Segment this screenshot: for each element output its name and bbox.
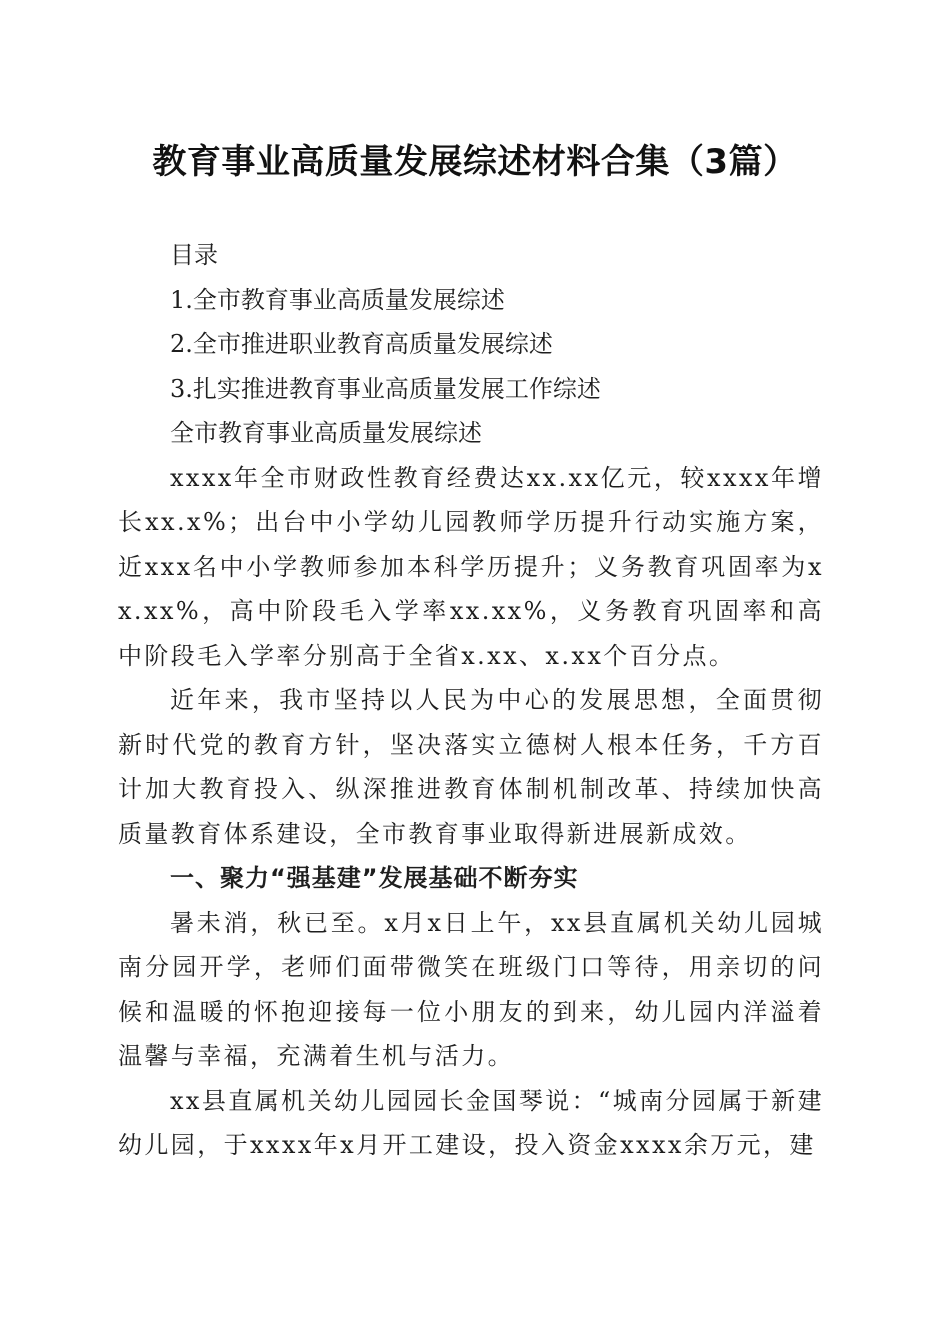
toc-label: 目录 — [170, 241, 218, 269]
document-body — [118, 233, 824, 1168]
document-title: 教育事业高质量发展综述材料合集（3篇） — [152, 142, 798, 182]
paragraph-principal-quote: xx县直属机关幼儿园园长金国琴说：“城南分园属于新建幼儿园，于xxxx年x月开工建设，投入资金xxxx余万元，建 — [118, 1086, 824, 1159]
section-heading-1: 一、聚力“强基建”发展基础不断夯实 — [170, 864, 579, 892]
toc-item-1: 1.全市教育事业高质量发展综述 — [170, 285, 505, 314]
toc-item-3: 3.扎实推进教育事业高质量发展工作综述 — [170, 374, 601, 403]
section-title: 全市教育事业高质量发展综述 — [170, 419, 482, 447]
paragraph-funding: xxxx年全市财政性教育经费达xx.xx亿元，较xxxx年增长xx.x%；出台中小学幼儿园教师学历提升行动实施方案，近xxx名中小学教师参加本科学历提升；义务教育巩固率为xx.xx%，高中阶段毛入学率xx.xx%，义务教育巩固率和高中阶段毛入学率分别高于全省x.xx、x.xx个百分点。 — [118, 463, 824, 670]
toc-item-2: 2.全市推进职业教育高质量发展综述 — [170, 330, 553, 358]
paragraph-overview: 近年来，我市坚持以人民为中心的发展思想，全面贯彻新时代党的教育方针，坚决落实立德树人根本任务，千方百计加大教育投入、纵深推进教育体制机制改革、持续加快高质量教育体系建设，全市教育事业取得新进展新成效。 — [118, 686, 824, 848]
paragraph-kindergarten-opening: 暑未消，秋已至。x月x日上午，xx县直属机关幼儿园城南分园开学，老师们面带微笑在班级门口等待，用亲切的问候和温暖的怀抱迎接每一位小朋友的到来，幼儿园内洋溢着温馨与幸福，充满着生机与活力。 — [118, 908, 824, 1070]
